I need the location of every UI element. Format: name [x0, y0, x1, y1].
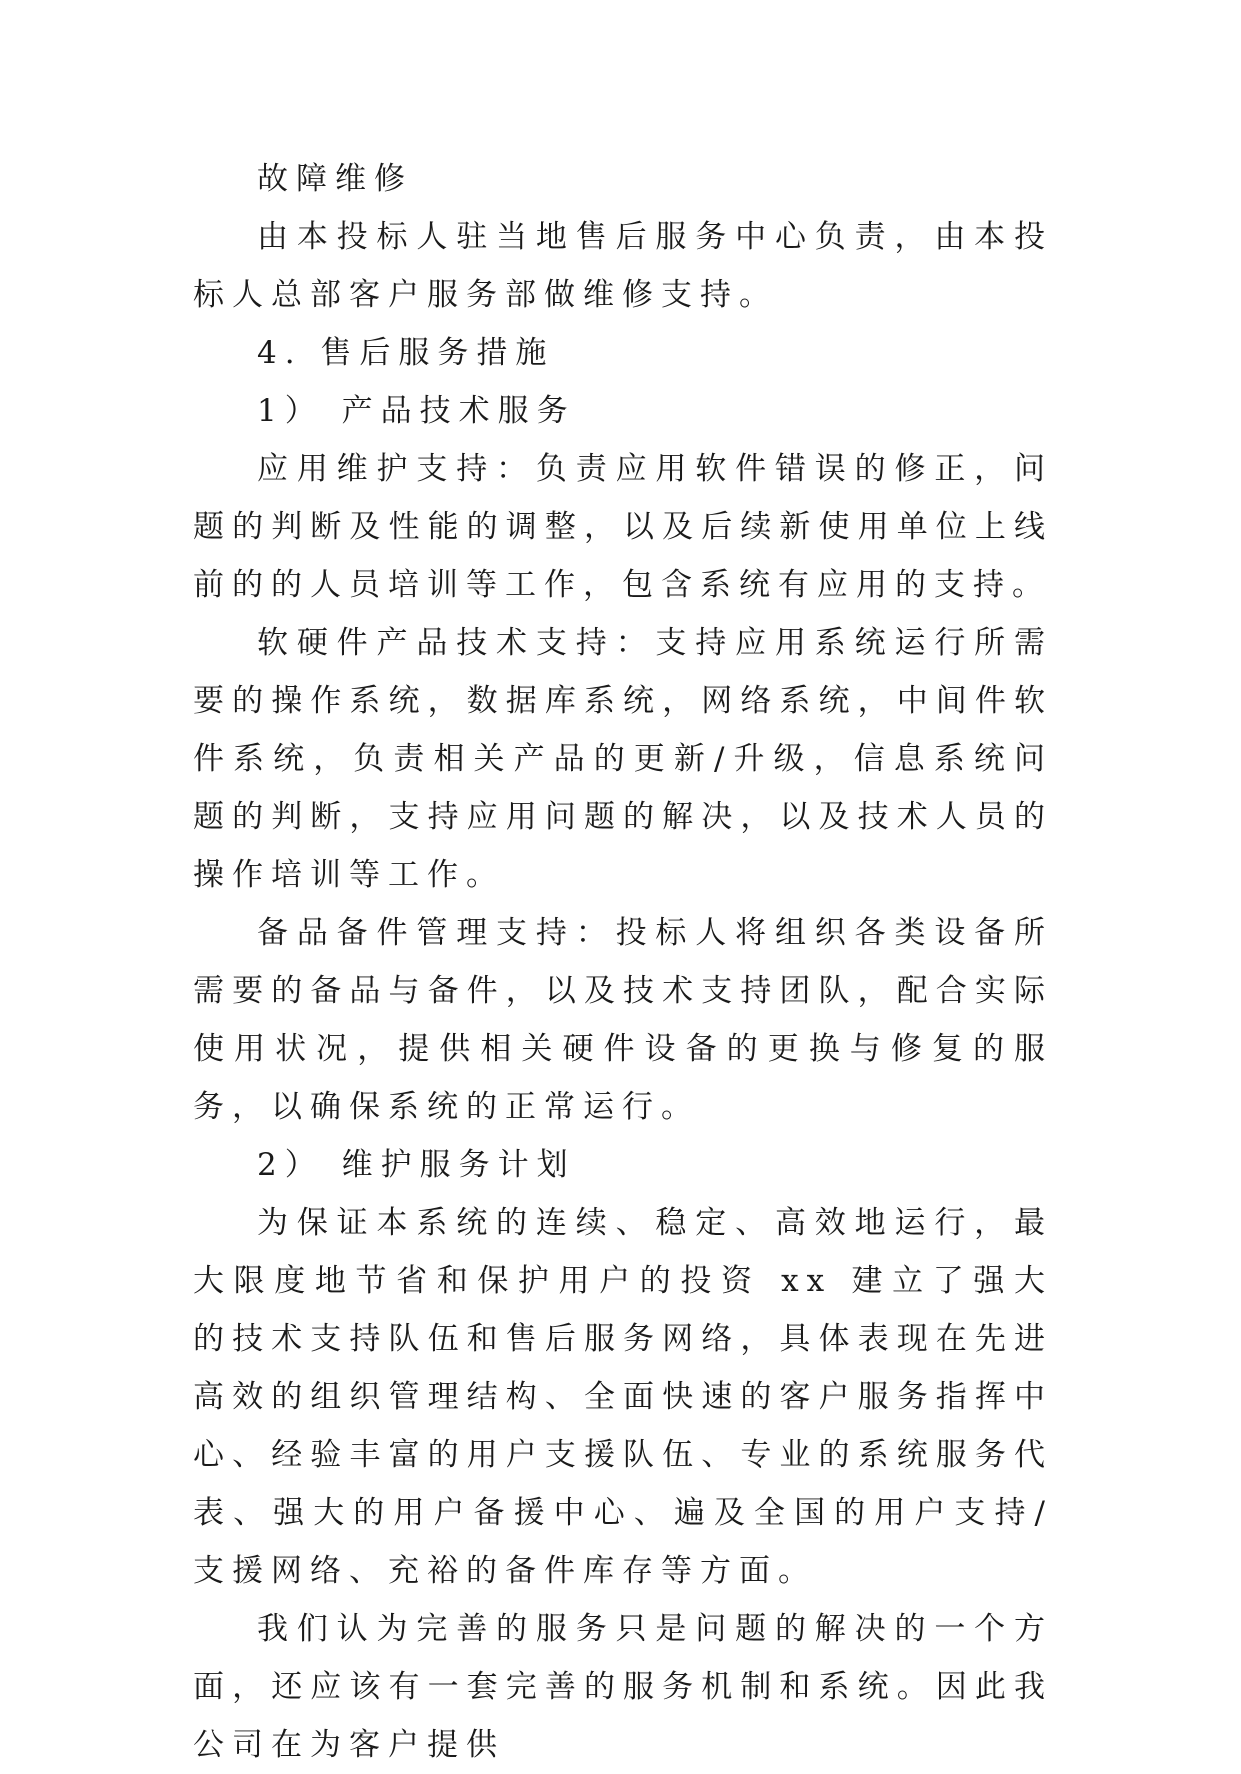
paragraph-service-network: 为保证本系统的连续、稳定、高效地运行，最大限度地节省和保护用户的投资 xx 建立了强大的技术支持队伍和售后服务网络，具体表现在先进高效的组织管理结构、全面快速的客户服务指挥中心、经验丰富的用户支援队伍、专业的系统服务代表、强大的用户备援中心、遍及全国的用户支持/支援网络、充裕的备件库存等方面。: [193, 1205, 1053, 1589]
paragraph-service-mechanism: 我们认为完善的服务只是问题的解决的一个方面，还应该有一套完善的服务机制和系统。因此我公司在为客户提供: [193, 1611, 1053, 1763]
heading-product-tech-service: 1） 产品技术服务: [257, 393, 576, 429]
paragraph-application-maintenance: 应用维护支持：负责应用软件错误的修正，问题的判断及性能的调整，以及后续新使用单位上线前的的人员培训等工作，包含系统有应用的支持。: [193, 451, 1053, 603]
heading-after-sales-measures: 4. 售后服务措施: [257, 335, 555, 371]
paragraph-spare-parts-support: 备品备件管理支持：投标人将组织各类设备所需要的备品与备件，以及技术支持团队，配合实际使用状况，提供相关硬件设备的更换与修复的服务，以确保系统的正常运行。: [193, 915, 1053, 1125]
heading-fault-repair: 故障维修: [257, 161, 413, 197]
paragraph-software-hardware-support: 软硬件产品技术支持：支持应用系统运行所需要的操作系统，数据库系统，网络系统，中间件软件系统，负责相关产品的更新/升级，信息系统问题的判断，支持应用问题的解决，以及技术人员的操作培训等工作。: [193, 625, 1053, 893]
document-body: [193, 150, 1053, 1774]
paragraph-repair-responsibility: 由本投标人驻当地售后服务中心负责，由本投标人总部客户服务部做维修支持。: [193, 219, 1053, 313]
heading-maintenance-plan: 2） 维护服务计划: [257, 1147, 576, 1183]
